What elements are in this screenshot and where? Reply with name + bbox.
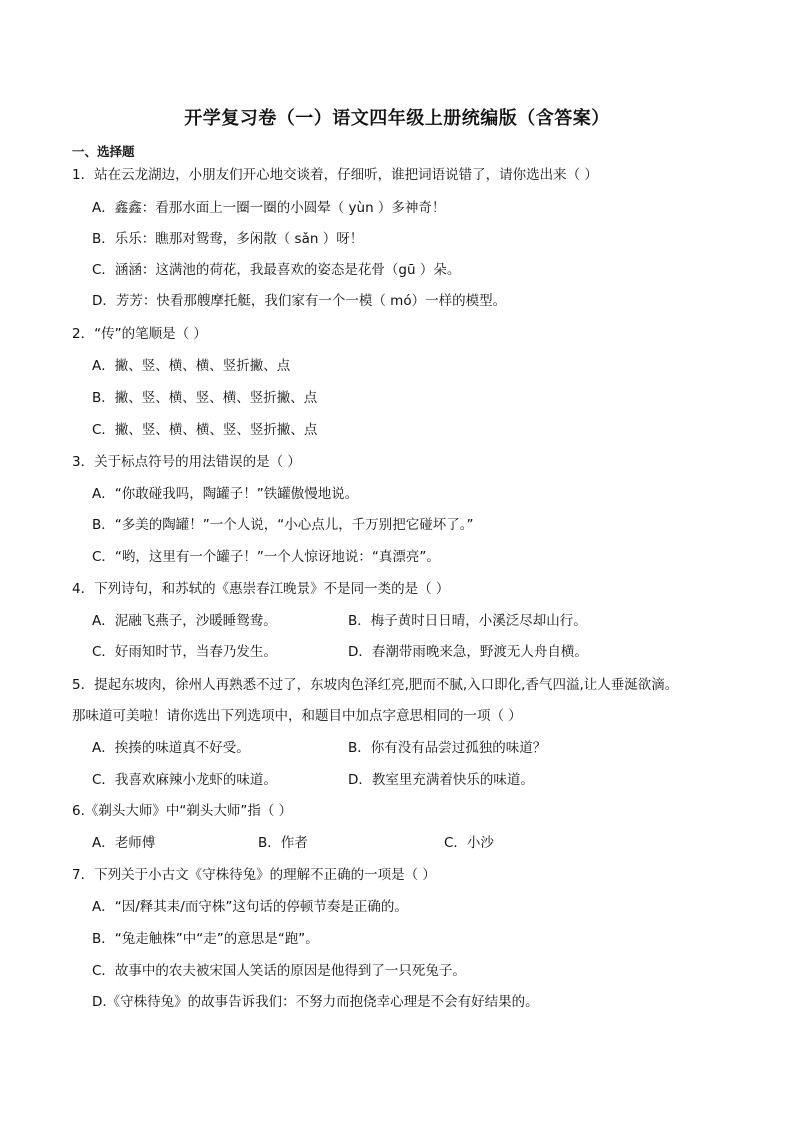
question-1-stem: 1．站在云龙湖边，小朋友们开心地交谈着，仔细听，谁把词语说错了，请你选出来（ ） [72,167,598,183]
question-5-option-d: D．教室里充满着快乐的味道。 [348,772,534,788]
question-4-option-c: C．好雨知时节，当春乃发生。 [92,644,277,660]
question-5-stem-line-2: 那味道可美啦！请你选出下列选项中，和题目中加点字意思相同的一项（ ） [72,708,522,724]
question-5-stem-line-1: 5．提起东坡肉，徐州人再熟悉不过了，东坡肉色泽红亮,肥而不腻,入口即化,香气四溢,让人垂涎欲滴。 [72,677,679,693]
question-6-option-a: A．老师傅 [92,835,156,851]
question-1-option-b: B．乐乐：瞧那对鸳鸯，多闲散（ sǎn ）呀！ [92,231,364,247]
question-5-option-a: A．挨揍的味道真不好受。 [92,740,250,756]
question-7-stem: 7．下列关于小古文《守株待兔》的理解不正确的一项是（ ） [72,867,436,883]
question-7-option-b: B．“兔走触株”中“走”的意思是“跑”。 [92,931,319,947]
question-2-option-b: B．撇、竖、横、竖、横、竖折撇、点 [92,390,318,406]
question-7-option-c: C．故事中的农夫被宋国人笑话的原因是他得到了一只死兔子。 [92,963,466,979]
question-7-option-d: D.《守株待兔》的故事告诉我们：不努力而抱侥幸心理是不会有好结果的。 [92,994,539,1010]
question-4-option-b: B．梅子黄时日日晴，小溪泛尽却山行。 [348,613,587,629]
question-6-option-c: C．小沙 [444,835,494,851]
question-2-option-c: C．撇、竖、横、横、竖、竖折撇、点 [92,422,318,438]
question-5-option-c: C．我喜欢麻辣小龙虾的味道。 [92,772,277,788]
question-4-option-a: A．泥融飞燕子，沙暖睡鸳鸯。 [92,613,277,629]
question-3-option-c: C．“哟，这里有一个罐子！”一个人惊讶地说：“真漂亮”。 [92,549,440,565]
question-2-option-a: A．撇、竖、横、横、竖折撇、点 [92,358,291,374]
page-title: 开学复习卷（一）语文四年级上册统编版（含答案） [184,108,610,129]
question-5-option-b: B．你有没有品尝过孤独的味道？ [348,740,547,756]
question-3-stem: 3．关于标点符号的用法错误的是（ ） [72,454,301,470]
question-1-option-d: D．芳芳：快看那艘摩托艇，我们家有一个一模（ mó）一样的模型。 [92,293,507,309]
question-6-option-b: B．作者 [258,835,308,851]
question-2-stem: 2．“传”的笔顺是（ ） [72,326,207,342]
question-1-option-a: A．鑫鑫：看那水面上一圈一圈的小圆晕（ yùn ）多神奇！ [92,200,446,216]
question-3-option-a: A．“你敢碰我吗，陶罐子！”铁罐傲慢地说。 [92,486,359,502]
question-4-option-d: D．春潮带雨晚来急，野渡无人舟自横。 [348,644,588,660]
question-1-option-c: C．涵涵：这满池的荷花，我最喜欢的姿态是花骨（gū ）朵。 [92,262,461,278]
question-6-stem: 6.《剃头大师》中“剃头大师”指（ ） [72,803,293,819]
question-7-option-a: A．“因/释其耒/而守株”这句话的停顿节奏是正确的。 [92,899,408,915]
question-3-option-b: B．“多美的陶罐！”一个人说，“小心点儿，千万别把它碰坏了。” [92,517,474,533]
section-heading: 一、选择题 [72,144,135,159]
question-4-stem: 4．下列诗句，和苏轼的《惠崇春江晚景》不是同一类的是（ ） [72,581,450,597]
